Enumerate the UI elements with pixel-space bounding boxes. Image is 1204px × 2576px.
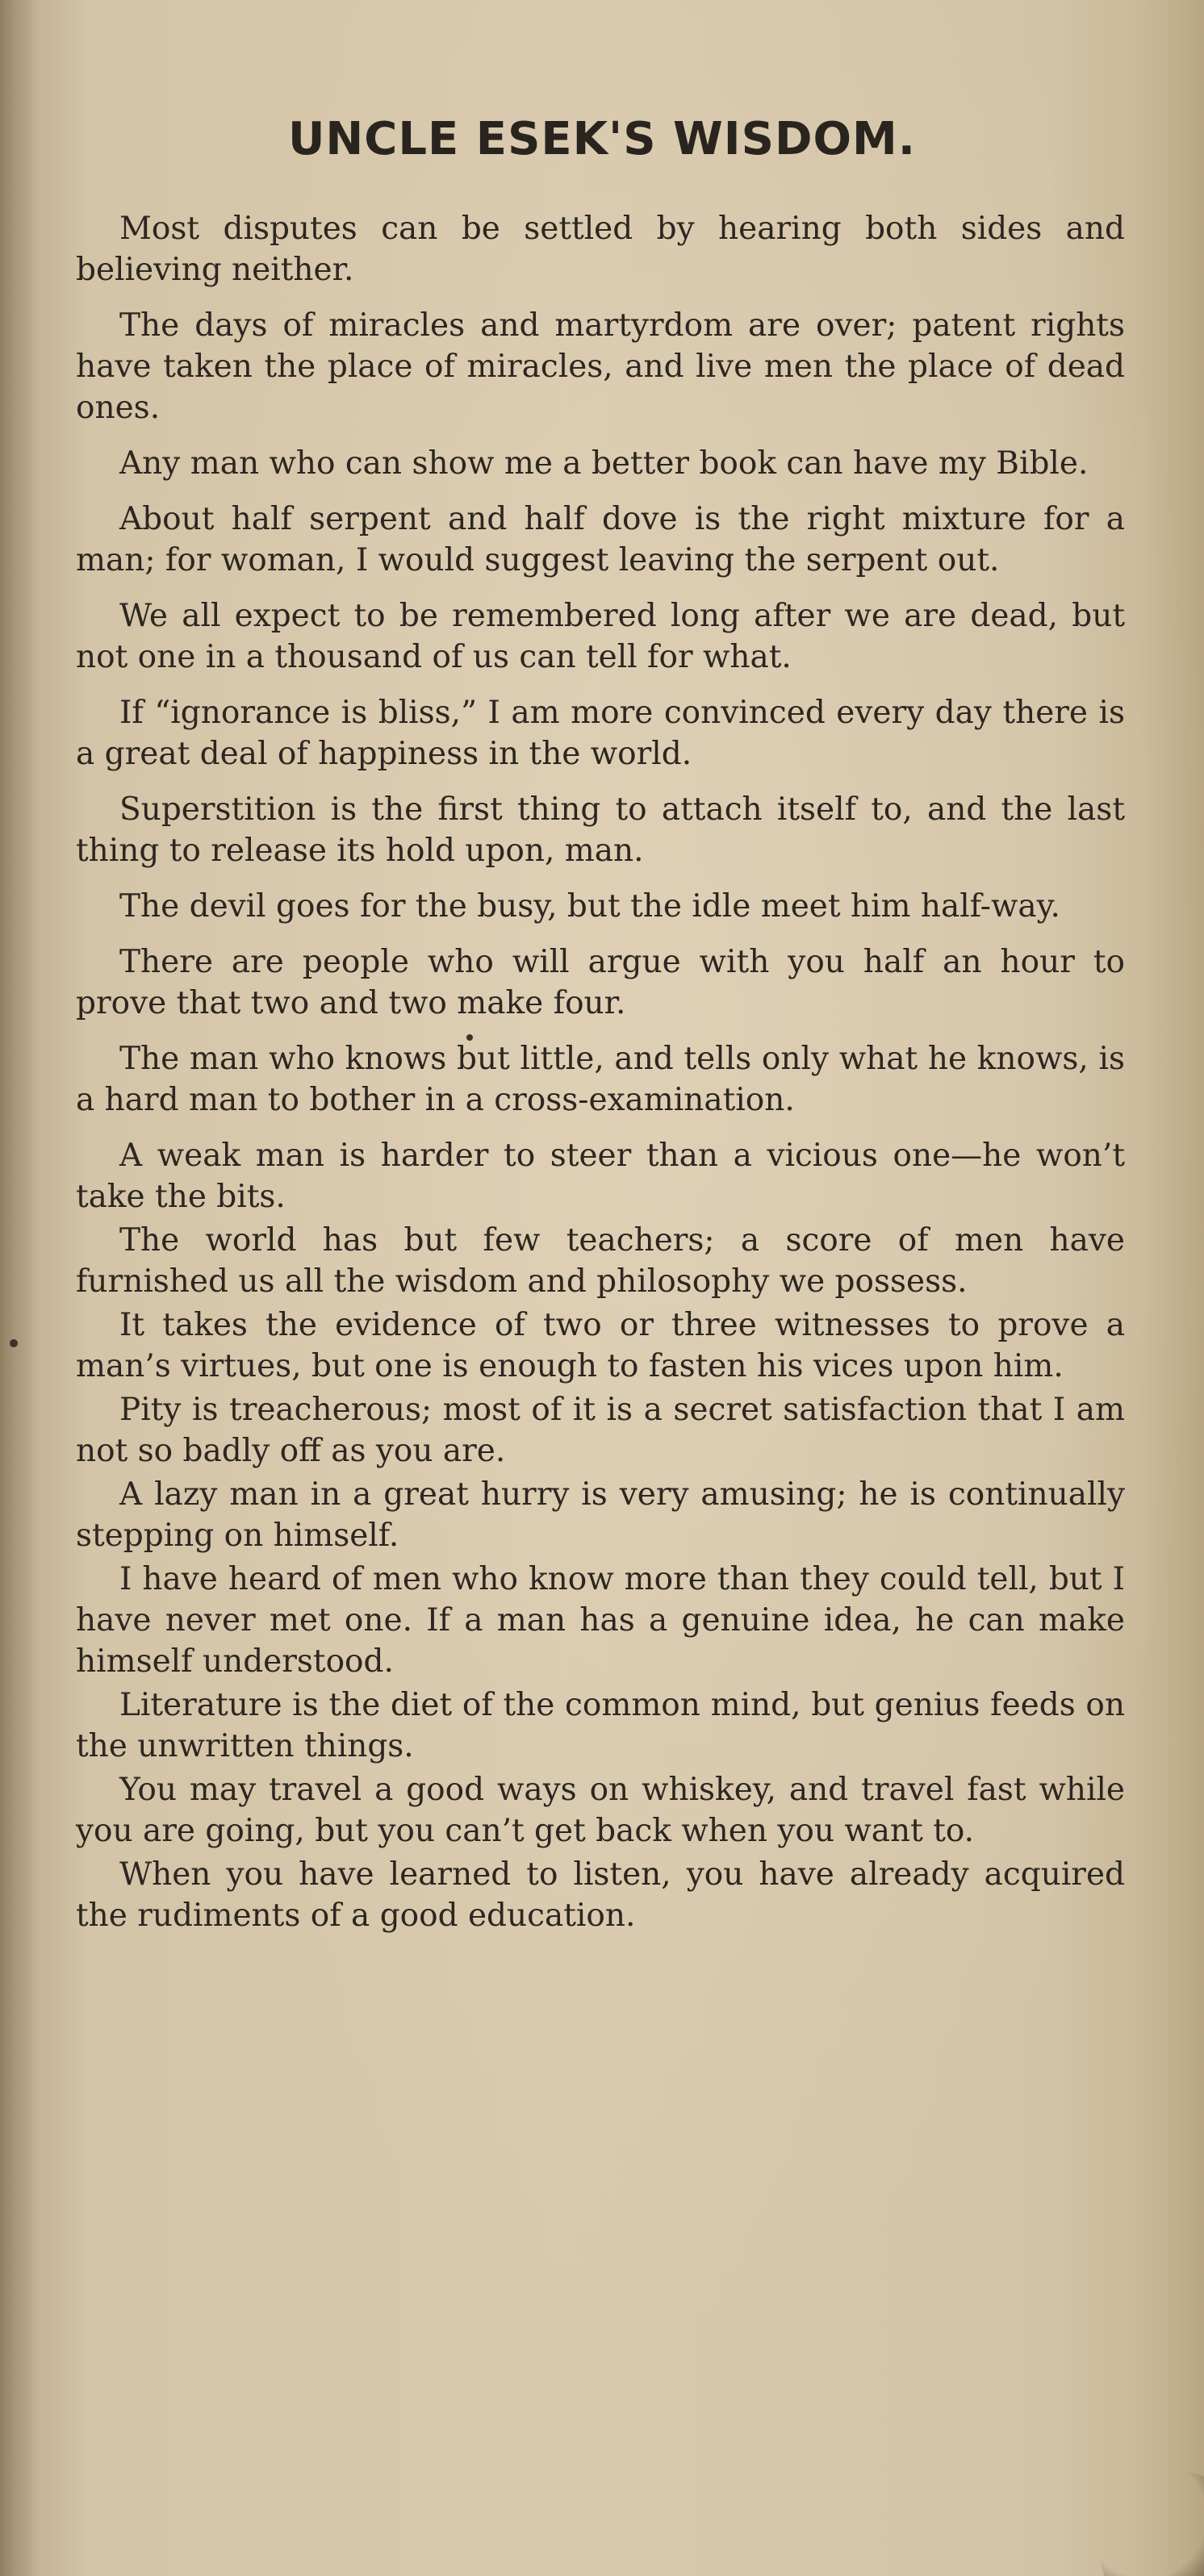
quotes-list (76, 208, 1125, 1939)
quote-entry: A weak man is harder to steer than a vicious one—he won’t take the bits. (76, 1138, 1125, 1215)
page-title: UNCLE ESEK'S WISDOM. (287, 113, 917, 165)
quote-entry: We all expect to be remembered long after we are dead, but not one in a thousand of us can tell for what. (76, 598, 1125, 675)
ink-speck (10, 1339, 18, 1347)
quote-entry: Most disputes can be settled by hearing both sides and believing neither. (76, 211, 1125, 288)
quote-entry: You may travel a good ways on whiskey, and travel fast while you are going, but you can’t get back when you want to. (76, 1772, 1125, 1849)
quote-entry: Literature is the diet of the common mind, but genius feeds on the unwritten things. (76, 1687, 1125, 1764)
quote-entry: If “ignorance is bliss,” I am more convinced every day there is a great deal of happiness in the world. (76, 695, 1125, 772)
quote-entry: It takes the evidence of two or three witnesses to prove a man’s virtues, but one is enough to fasten his vices upon him. (76, 1307, 1125, 1384)
quote-entry: Superstition is the first thing to attach itself to, and the last thing to release its hold upon, man. (76, 791, 1125, 869)
quote-entry: When you have learned to listen, you have already acquired the rudiments of a good education. (76, 1856, 1125, 1934)
quote-entry: Any man who can show me a better book can have my Bible. (119, 445, 1089, 482)
quote-entry: A lazy man in a great hurry is very amusing; he is continually stepping on himself. (76, 1476, 1125, 1554)
quote-entry: Pity is treacherous; most of it is a secret satisfaction that I am not so badly off as you are. (76, 1392, 1125, 1469)
quote-entry: The devil goes for the busy, but the idle meet him half-way. (119, 888, 1060, 925)
quote-entry: The days of miracles and martyrdom are over; patent rights have taken the place of miracles, and live men the place of dead ones. (76, 307, 1125, 426)
quote-entry: About half serpent and half dove is the right mixture for a man; for woman, I would suggest leaving the serpent out. (76, 501, 1125, 578)
quote-entry: The man who knows but little, and tells only what he knows, is a hard man to bother in a cross-examination. (76, 1041, 1125, 1118)
quote-entry: There are people who will argue with you half an hour to prove that two and two make four. (76, 944, 1125, 1021)
quote-entry: The world has but few teachers; a score of men have furnished us all the wisdom and philosophy we possess. (76, 1222, 1125, 1300)
page-corner-top (1148, 0, 1204, 56)
quote-entry: I have heard of men who know more than they could tell, but I have never met one. If a man has a genuine idea, he can make himself understood. (76, 1561, 1125, 1680)
page-corner-bottom (1099, 2471, 1204, 2576)
page-spine-shadow (0, 0, 37, 2576)
